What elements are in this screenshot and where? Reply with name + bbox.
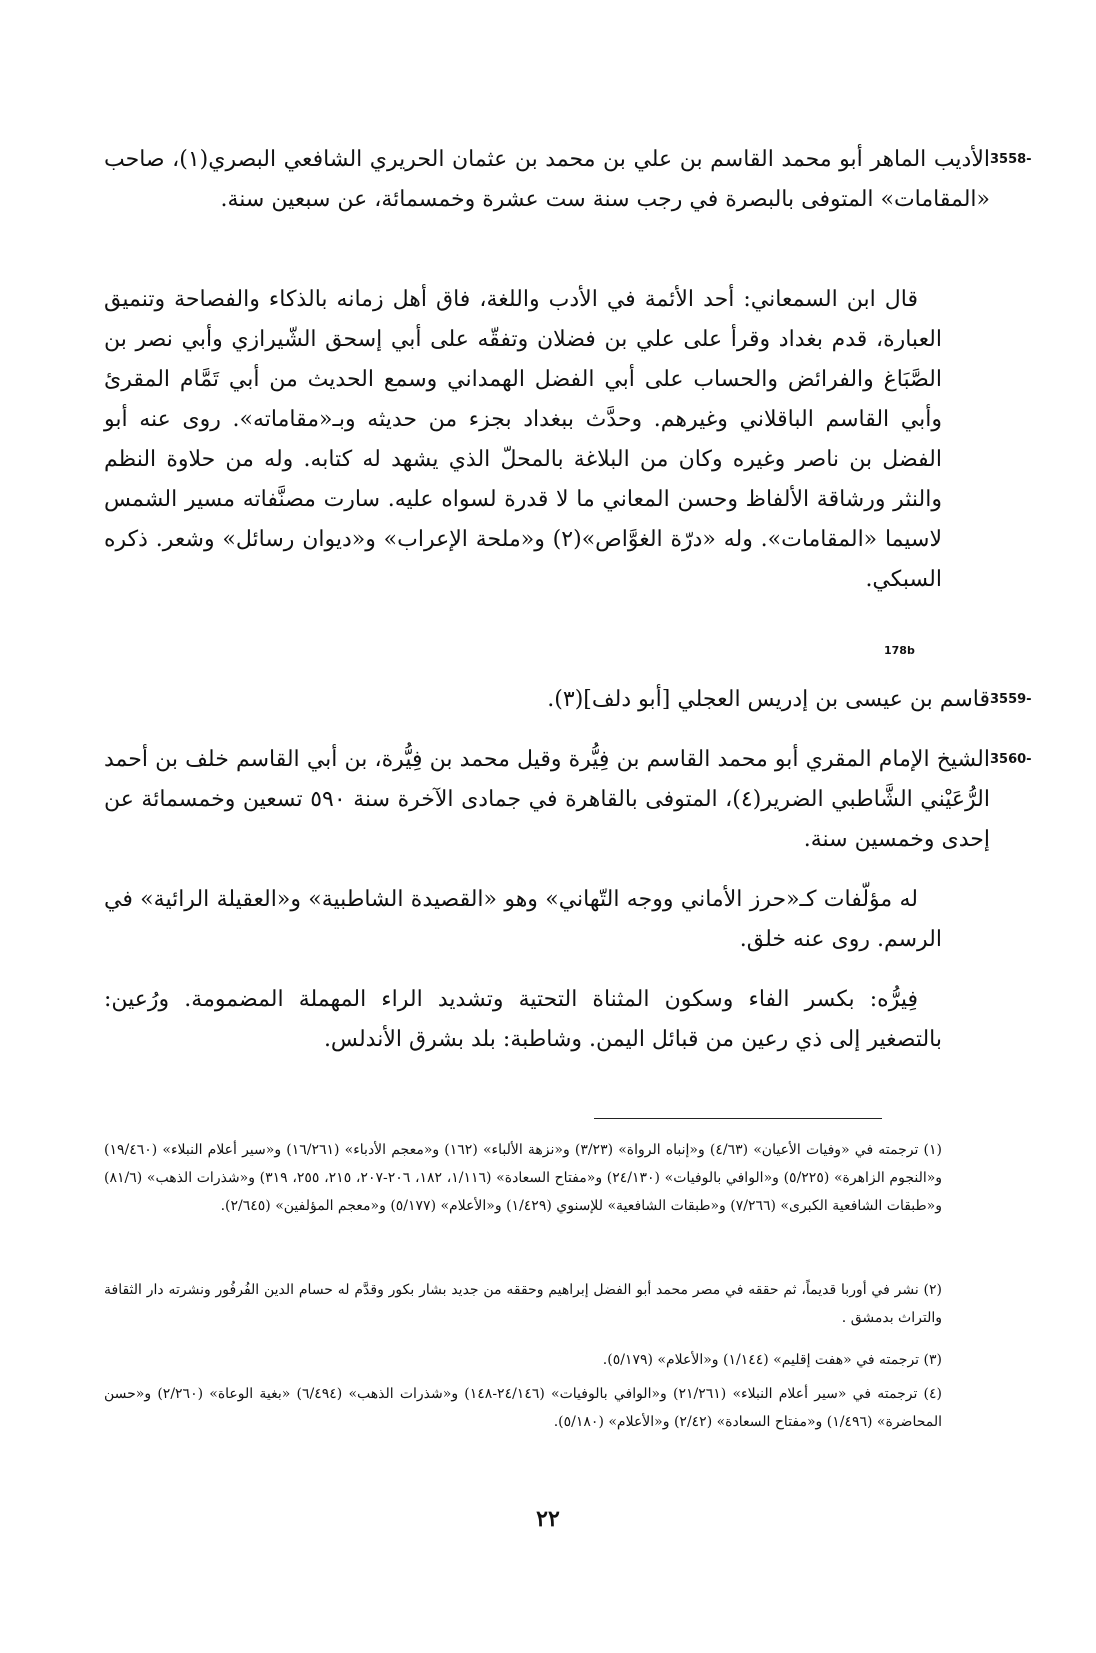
entry-number: 3560- bbox=[990, 752, 1032, 767]
paragraph-3560-glossary: فِيرُّه: بكسر الفاء وسكون المثناة التحتية وتشديد الراء المهملة المضمومة. ورُعين: بالتصغير إلى ذي رعين من قبائل اليمن. وشاطبة: بلد بشرق الأندلس. bbox=[104, 987, 942, 1052]
entry-3560 bbox=[104, 740, 1032, 860]
page-number: ٢٢ bbox=[536, 1506, 560, 1532]
footnote-4: (٤) ترجمته في «سير أعلام النبلاء» (٢١/٢٦١) و«الوافي بالوفيات» (٢٤/١٤٦-١٤٨) و«شذرات الذهب» (٦/٤٩٤) «بغية الوعاة» (٢/٢٦٠) و«حسن المحاضرة» (١/٤٩٦) و«مفتاح السعادة» (٢/٤٢) و«الأعلام» (٥/١٨٠). bbox=[104, 1386, 943, 1430]
entry-number: 3559- bbox=[990, 692, 1032, 707]
paragraph-3558-biography: قال ابن السمعاني: أحد الأئمة في الأدب واللغة، فاق أهل زمانه بالذكاء والفصاحة وتنميق العبارة، قدم بغداد وقرأ على علي بن فضلان وتفقّه على أبي إسحق الشّيرازي وأبي نصر بن الصَّبَاغ والفرائض والحساب على أبي الفضل الهمداني وسمع الحديث من أبي تَمَّام المقرئ وأبي القاسم الباقلاني وغيرهم. وحدَّث ببغداد بجزء من حديثه وبـ«مقاماته». روى عنه أبو الفضل بن ناصر وغيره وكان من البلاغة بالمحلّ الذي يشهد له كتابه. وله من حلاوة النظم والنثر ورشاقة الألفاظ وحسن المعاني ما لا قدرة لسواه عليه. سارت مصنَّفاته مسير الشمس لاسيما «المقامات». وله «درّة الغوَّاص»(٢) و«ملحة الإعراب» و«ديوان رسائل» وشعر. ذكره السبكي. bbox=[104, 287, 943, 592]
paragraph-3560-works: له مؤلّفات كـ«حرز الأماني ووجه التّهاني» وهو «القصيدة الشاطبية» و«العقيلة الرائية» في الرسم. روى عنه خلق. bbox=[104, 887, 942, 952]
footnote-2: (٢) نشر في أوربا قديماً، ثم حققه في مصر محمد أبو الفضل إبراهيم وحققه من جديد بشار بكور وقدَّم له حسام الدين الفُرفُور ونشرته دار الثقافة والتراث بدمشق . bbox=[104, 1282, 942, 1326]
entry-3558 bbox=[104, 140, 1032, 220]
entry-number: 3558- bbox=[990, 152, 1032, 167]
footnote-divider bbox=[594, 1118, 882, 1119]
entry-3559 bbox=[104, 680, 1032, 720]
entry-heading-text: قاسم بن عيسى بن إدريس العجلي [أبو دلف](٣). bbox=[547, 687, 990, 712]
folio-marker: 178b bbox=[884, 644, 915, 657]
footnote-3: (٣) ترجمته في «هفت إقليم» (١/١٤٤) و«الأعلام» (٥/١٧٩). bbox=[602, 1352, 942, 1368]
entry-heading-text: الشيخ الإمام المقري أبو محمد القاسم بن فِيُّرة وقيل محمد بن فِيُّرة، بن أبي القاسم خلف بن أحمد الرُّعَيْني الشَّاطبي الضرير(٤)، المتوفى بالقاهرة في جمادى الآخرة سنة ٥٩٠ تسعين وخمسمائة عن إحدى وخمسين سنة. bbox=[104, 747, 991, 852]
footnote-1: (١) ترجمته في «وفيات الأعيان» (٤/٦٣) و«إنباه الرواة» (٣/٢٣) و«نزهة الألباء» (١٦٢) و«معجم الأدباء» (١٦/٢٦١) و«سير أعلام النبلاء» (١٩/٤٦٠) و«النجوم الزاهرة» (٥/٢٢٥) و«الوافي بالوفيات» (٢٤/١٣٠) و«مفتاح السعادة» (١/١١٦، ١٨٢، ٢٠٦-٢٠٧، ٢١٥، ٢٥٥، ٣١٩) و«شذرات الذهب» (٨١/٦) و«طبقات الشافعية الكبرى» (٧/٢٦٦) و«طبقات الشافعية» للإسنوي (١/٤٢٩) و«الأعلام» (٥/١٧٧) و«معجم المؤلفين» (٢/٦٤٥). bbox=[104, 1142, 943, 1214]
entry-heading-text: الأديب الماهر أبو محمد القاسم بن علي بن محمد بن عثمان الحريري الشافعي البصري(١)، صاحب «المقامات» المتوفى بالبصرة في رجب سنة ست عشرة وخمسمائة، عن سبعين سنة. bbox=[104, 147, 990, 212]
